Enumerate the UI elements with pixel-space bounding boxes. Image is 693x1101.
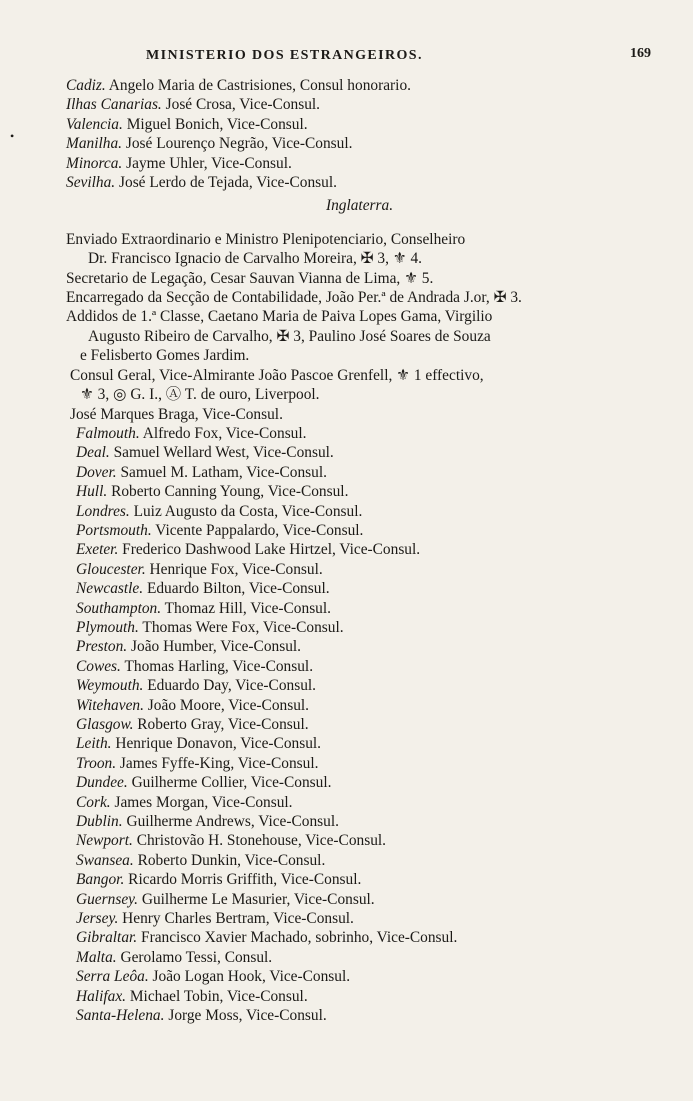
entry-text: Gerolamo Tessi, Consul. bbox=[116, 948, 273, 966]
entry-text: João Moore, Vice-Consul. bbox=[143, 696, 310, 714]
place-name: Southampton. bbox=[76, 599, 162, 617]
place-name: Malta. bbox=[76, 948, 117, 966]
legation-line: Augusto Ribeiro de Carvalho, ✠ 3, Paulino José Soares de Souza bbox=[88, 327, 491, 345]
place-name: Sevilha. bbox=[66, 174, 116, 192]
place-name: Cowes. bbox=[76, 657, 121, 675]
entry-text: Ricardo Morris Griffith, Vice-Consul. bbox=[124, 871, 362, 889]
entry-text: Eduardo Bilton, Vice-Consul. bbox=[143, 580, 330, 598]
list-item bbox=[66, 987, 653, 1006]
list-item bbox=[66, 657, 653, 676]
place-name: Halifax. bbox=[76, 987, 127, 1005]
place-name: Londres. bbox=[76, 502, 130, 520]
entry-text: Eduardo Day, Vice-Consul. bbox=[143, 677, 317, 695]
list-item bbox=[66, 618, 653, 637]
list-item bbox=[66, 463, 653, 482]
entry-text: Christovão H. Stonehouse, Vice-Consul. bbox=[132, 832, 387, 850]
entry-text: Guilherme Andrews, Vice-Consul. bbox=[122, 813, 339, 831]
place-name: Exeter. bbox=[76, 541, 119, 559]
place-name: Santa-Helena. bbox=[76, 1007, 165, 1025]
list-item bbox=[66, 696, 653, 715]
list-item bbox=[66, 173, 653, 192]
place-name: Gibraltar. bbox=[76, 929, 138, 947]
entry-text: Thomas Harling, Vice-Consul. bbox=[120, 657, 314, 675]
place-name: Dundee. bbox=[76, 774, 128, 792]
place-name: Hull. bbox=[76, 483, 108, 501]
place-name: Minorca. bbox=[66, 154, 123, 172]
list-item bbox=[66, 637, 653, 656]
list-item bbox=[66, 443, 653, 462]
entry-text: Samuel M. Latham, Vice-Consul. bbox=[116, 463, 327, 481]
place-name: Swansea. bbox=[76, 851, 134, 869]
place-name: Glasgow. bbox=[76, 716, 134, 733]
margin-mark: • bbox=[10, 129, 15, 143]
list-item bbox=[66, 76, 653, 95]
legation-line: Addidos de 1.ª Classe, Caetano Maria de Paiva Lopes Gama, Virgilio bbox=[66, 308, 493, 326]
list-item bbox=[66, 734, 653, 753]
place-name: Leith. bbox=[76, 735, 112, 753]
place-name: Dublin. bbox=[76, 813, 123, 831]
entry-text: Henry Charles Bertram, Vice-Consul. bbox=[118, 910, 354, 928]
entry-text: João Humber, Vice-Consul. bbox=[127, 638, 302, 656]
place-name: Valencia. bbox=[66, 115, 123, 133]
entry-text: Francisco Xavier Machado, sobrinho, Vice-Consul. bbox=[137, 929, 458, 947]
legation-line: ⚜ 3, ◎ G. I., Ⓐ T. de ouro, Liverpool. bbox=[80, 386, 320, 404]
list-item bbox=[66, 928, 653, 947]
list-item bbox=[66, 851, 653, 870]
place-name: Ilhas Canarias. bbox=[66, 96, 162, 114]
place-name: Preston. bbox=[76, 638, 128, 656]
legation-line: Consul Geral, Vice-Almirante João Pascoe Grenfell, ⚜ 1 effectivo, bbox=[70, 366, 484, 384]
list-item bbox=[66, 115, 653, 134]
list-item bbox=[66, 967, 653, 986]
entry-text: José Lourenço Negrão, Vice-Consul. bbox=[122, 135, 353, 153]
place-name: Cork. bbox=[76, 793, 111, 811]
place-name: Witehaven. bbox=[76, 696, 144, 714]
list-item bbox=[66, 154, 653, 173]
entry-text: Samuel Wellard West, Vice-Consul. bbox=[109, 444, 334, 462]
legation-line: Enviado Extraordinario e Ministro Plenipotenciario, Conselheiro bbox=[66, 230, 466, 248]
running-head: MINISTERIO DOS ESTRANGEIROS. bbox=[146, 48, 423, 63]
spain-consuls-list bbox=[66, 76, 653, 192]
place-name: Deal. bbox=[76, 444, 110, 462]
legation-line: Secretario de Legação, Cesar Sauvan Vianna de Lima, ⚜ 5. bbox=[66, 269, 434, 287]
entry-text: João Logan Hook, Vice-Consul. bbox=[148, 968, 351, 986]
list-item bbox=[66, 502, 653, 521]
entry-text: Miguel Bonich, Vice-Consul. bbox=[122, 115, 308, 133]
place-name: Newport. bbox=[76, 832, 133, 850]
list-item bbox=[66, 95, 653, 114]
entry-text: Henrique Fox, Vice-Consul. bbox=[145, 560, 323, 578]
entry-text: José Lerdo de Tejada, Vice-Consul. bbox=[115, 174, 337, 192]
entry-text: Guilherme Collier, Vice-Consul. bbox=[127, 774, 332, 792]
list-item bbox=[66, 599, 653, 618]
entry-text: Roberto Dunkin, Vice-Consul. bbox=[133, 851, 326, 869]
list-item bbox=[66, 773, 653, 792]
entry-text: James Morgan, Vice-Consul. bbox=[110, 793, 293, 811]
place-name: Plymouth. bbox=[76, 618, 139, 636]
place-name: Weymouth. bbox=[76, 677, 144, 695]
page-header bbox=[66, 34, 653, 76]
list-item bbox=[66, 560, 653, 579]
entry-text: Guilherme Le Masurier, Vice-Consul. bbox=[137, 890, 375, 908]
list-item bbox=[66, 831, 653, 850]
place-name: Serra Leôa. bbox=[76, 968, 149, 986]
list-item bbox=[66, 754, 653, 773]
place-name: Cadiz. bbox=[66, 77, 106, 94]
entry-text: Roberto Canning Young, Vice-Consul. bbox=[107, 483, 349, 501]
list-item bbox=[66, 948, 653, 967]
place-name: Falmouth. bbox=[76, 424, 140, 442]
list-item bbox=[66, 521, 653, 540]
entry-text: Angelo Maria de Castrisiones, Consul honorario. bbox=[105, 77, 411, 94]
place-name: Manilha. bbox=[66, 135, 123, 153]
place-name: Bangor. bbox=[76, 871, 125, 889]
list-item bbox=[66, 890, 653, 909]
legation-line: e Felisberto Gomes Jardim. bbox=[80, 347, 250, 365]
place-name: Guernsey. bbox=[76, 890, 138, 908]
entry-text: Alfredo Fox, Vice-Consul. bbox=[139, 424, 307, 442]
place-name: Dover. bbox=[76, 463, 117, 481]
entry-text: Vicente Pappalardo, Vice-Consul. bbox=[151, 521, 364, 539]
section-heading: Inglaterra. bbox=[325, 197, 394, 215]
list-item bbox=[66, 715, 653, 734]
entry-text: Roberto Gray, Vice-Consul. bbox=[133, 716, 309, 733]
entry-text: Frederico Dashwood Lake Hirtzel, Vice-Consul. bbox=[118, 541, 421, 559]
list-item bbox=[66, 134, 653, 153]
list-item bbox=[66, 812, 653, 831]
entry-text: José Crosa, Vice-Consul. bbox=[161, 96, 321, 114]
list-item bbox=[66, 870, 653, 889]
entry-text: Jorge Moss, Vice-Consul. bbox=[164, 1007, 327, 1025]
entry-text: Luiz Augusto da Costa, Vice-Consul. bbox=[129, 502, 363, 520]
entry-text: Michael Tobin, Vice-Consul. bbox=[126, 987, 308, 1005]
list-item bbox=[66, 579, 653, 598]
list-item bbox=[66, 793, 653, 812]
page-number: 169 bbox=[630, 46, 651, 61]
entry-text: Thomas Were Fox, Vice-Consul. bbox=[138, 618, 344, 636]
list-item bbox=[66, 482, 653, 501]
list-item bbox=[66, 540, 653, 559]
place-name: Portsmouth. bbox=[76, 521, 152, 539]
place-name: Gloucester. bbox=[76, 560, 146, 578]
place-name: Newcastle. bbox=[76, 580, 144, 598]
legation-line: Encarregado da Secção de Contabilidade, João Per.ª de Andrada J.or, ✠ 3. bbox=[66, 289, 522, 307]
entry-text: Henrique Donavon, Vice-Consul. bbox=[111, 735, 322, 753]
place-name: Jersey. bbox=[76, 910, 119, 928]
list-item bbox=[66, 1006, 653, 1025]
entry-text: James Fyffe-King, Vice-Consul. bbox=[116, 754, 319, 772]
legation-block bbox=[66, 230, 653, 424]
legation-line: José Marques Braga, Vice-Consul. bbox=[70, 405, 283, 423]
list-item bbox=[66, 424, 653, 443]
place-name: Troon. bbox=[76, 754, 117, 772]
entry-text: Thomaz Hill, Vice-Consul. bbox=[161, 599, 331, 617]
entry-text: Jayme Uhler, Vice-Consul. bbox=[122, 154, 292, 172]
list-item bbox=[66, 909, 653, 928]
legation-line: Dr. Francisco Ignacio de Carvalho Moreira, ✠ 3, ⚜ 4. bbox=[88, 250, 422, 268]
britain-consuls-list bbox=[66, 424, 653, 1026]
list-item bbox=[66, 676, 653, 695]
